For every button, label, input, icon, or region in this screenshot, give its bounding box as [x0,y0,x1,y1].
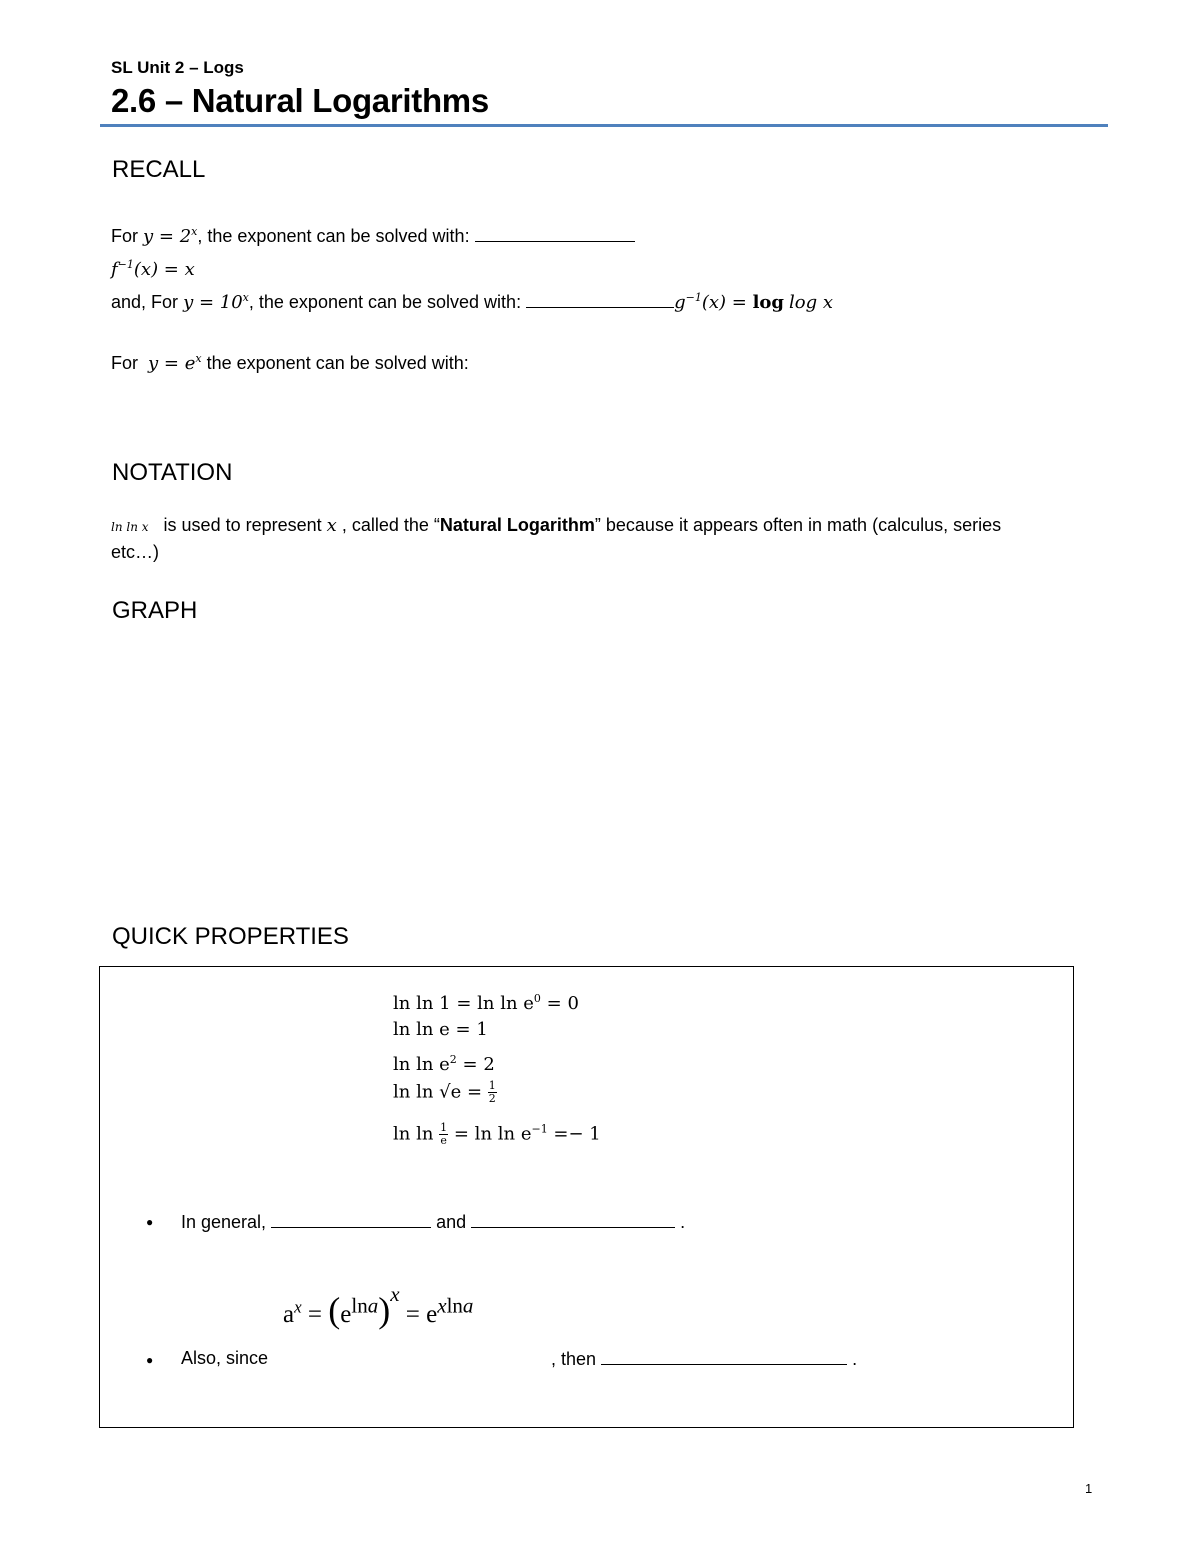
bullet-2-lead: Also, since [181,1348,269,1368]
answer-blank[interactable] [475,225,635,242]
answer-blank[interactable] [271,1211,431,1228]
answer-blank[interactable] [526,291,674,308]
page-number: 1 [1085,1481,1093,1496]
recall-heading: RECALL [112,156,206,183]
property-1: $\ln \ln 1 = \ln \ln e^0 = 0$ [393,992,579,1014]
recall-line-2: $f^{-1}(x) = x$ [111,258,195,280]
bullet-dot: ● [146,1353,154,1367]
notation-line-2: etc…) [111,542,160,562]
quick-properties-heading: QUICK PROPERTIES [112,923,349,950]
property-3: $\ln \ln e^2 = 2$ [393,1053,495,1075]
recall-line-3: and, For $y = 10^x$, the exponent can be solved with: $g^{-1}(x) = \log \log x$ [111,291,834,313]
answer-blank[interactable] [471,1211,675,1228]
bullet-2-tail: , then . [551,1349,858,1369]
exponent-formula: $a^x = (e^{lna})^x = e^{xlna}$ [283,1281,474,1330]
notation-line-1: ln ln x is used to represent x , called the “Natural Logarithm” because it appears often in math (calculus, series [111,515,1002,536]
page-title: 2.6 – Natural Logarithms [111,82,489,119]
bullet-1: In general, and . [181,1212,686,1232]
answer-blank[interactable] [601,1348,847,1365]
recall-line-1: For $y = 2^x$, the exponent can be solved with: [111,225,635,247]
property-2: ln ln e = 1 [393,1019,488,1040]
title-rule [100,124,1108,127]
recall-line-4: For $y = e^x$ the exponent can be solved with: [111,352,469,374]
graph-heading: GRAPH [112,597,198,624]
notation-heading: NOTATION [112,459,233,486]
property-4: ln ln √e = $\frac{1}{2}$ [393,1079,496,1105]
property-5: ln ln $\frac{1}{e}$ = $\ln \ln e^{-1} =- 1$ [393,1121,601,1147]
unit-label: SL Unit 2 – Logs [111,58,244,77]
bullet-dot: ● [146,1215,154,1229]
